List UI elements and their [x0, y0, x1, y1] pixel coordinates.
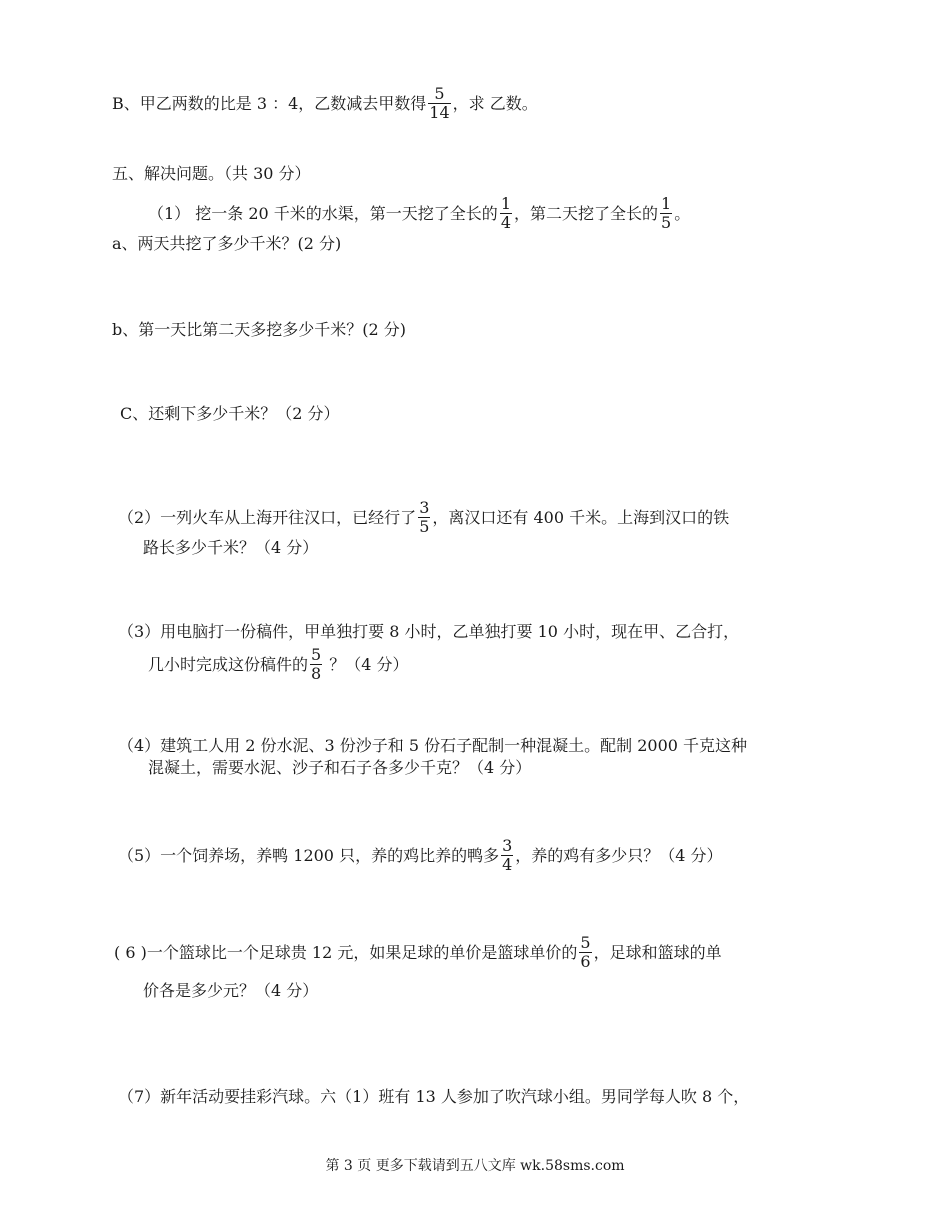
- section-heading: 五、解决问题。（共 30 分）: [112, 164, 311, 183]
- problem-b-text-post: ，求 乙数。: [452, 94, 538, 113]
- question-1: [148, 196, 690, 233]
- question-2-text-pre: （2）一列火车从上海开往汉口，已经行了: [118, 508, 417, 527]
- question-1-b: b、第一天比第二天多挖多少千米？(2 分): [112, 320, 406, 339]
- question-7: （7）新年活动要挂彩汽球。六（1）班有 13 人参加了吹汽球小组。男同学每人吹 8 个，: [118, 1087, 750, 1106]
- question-3-text-pre: 几小时完成这份稿件的: [148, 655, 309, 674]
- question-1-text-post: 。: [674, 204, 691, 223]
- question-1-text-pre: （1） 挖一条 20 千米的水渠，第一天挖了全长的: [148, 204, 498, 223]
- question-4-line2: 混凝土，需要水泥、沙子和石子各多少千克？（4 分）: [148, 758, 532, 777]
- question-1-c: C、还剩下多少千米？（2 分）: [120, 404, 340, 423]
- question-2-line2: 路长多少千米？（4 分）: [143, 538, 319, 557]
- question-6-text-pre: ( 6 )一个篮球比一个足球贵 12 元，如果足球的单价是篮球单价的: [114, 943, 578, 962]
- question-3: （3）用电脑打一份稿件，甲单独打要 8 小时，乙单独打要 10 小时，现在甲、乙合打，: [118, 622, 740, 641]
- question-6: [114, 935, 722, 972]
- fraction-3-5: $\frac{3}{5}$: [419, 498, 430, 536]
- fraction-5-6: $\frac{5}{6}$: [580, 933, 591, 971]
- question-5: [118, 838, 723, 875]
- question-6-line2: 价各是多少元？（4 分）: [143, 981, 319, 1000]
- question-1-text-mid: ，第二天挖了全长的: [514, 204, 659, 223]
- question-5-text-post: ，养的鸡有多少只？（4 分）: [515, 846, 723, 865]
- fraction-5-14: $\frac{5}{14}$: [429, 84, 450, 122]
- problem-b: [112, 86, 538, 123]
- fraction-1-5: $\frac{1}{5}$: [661, 194, 672, 232]
- page-footer: 第 3 页 更多下载请到五八文库 wk.58sms.com: [325, 1158, 625, 1174]
- question-3-text-post: ？（4 分）: [324, 655, 409, 674]
- question-2-text-post: ，离汉口还有 400 千米。上海到汉口的铁: [432, 508, 730, 527]
- question-3-line2: [148, 647, 409, 684]
- fraction-1-4: $\frac{1}{4}$: [500, 194, 511, 232]
- question-1-a: a、两天共挖了多少千米？(2 分): [112, 234, 342, 253]
- problem-b-text-pre: B、甲乙两数的比是 3 ：4，乙数减去甲数得: [112, 94, 427, 113]
- question-2: [118, 500, 729, 537]
- fraction-5-8: $\frac{5}{8}$: [311, 645, 322, 683]
- question-4: （4）建筑工人用 2 份水泥、3 份沙子和 5 份石子配制一种混凝土。配制 2000 千克这种: [118, 736, 748, 755]
- question-5-text-pre: （5）一个饲养场，养鸭 1200 只，养的鸡比养的鸭多: [118, 846, 500, 865]
- question-6-text-post: ，足球和篮球的单: [593, 943, 722, 962]
- fraction-3-4: $\frac{3}{4}$: [502, 836, 513, 874]
